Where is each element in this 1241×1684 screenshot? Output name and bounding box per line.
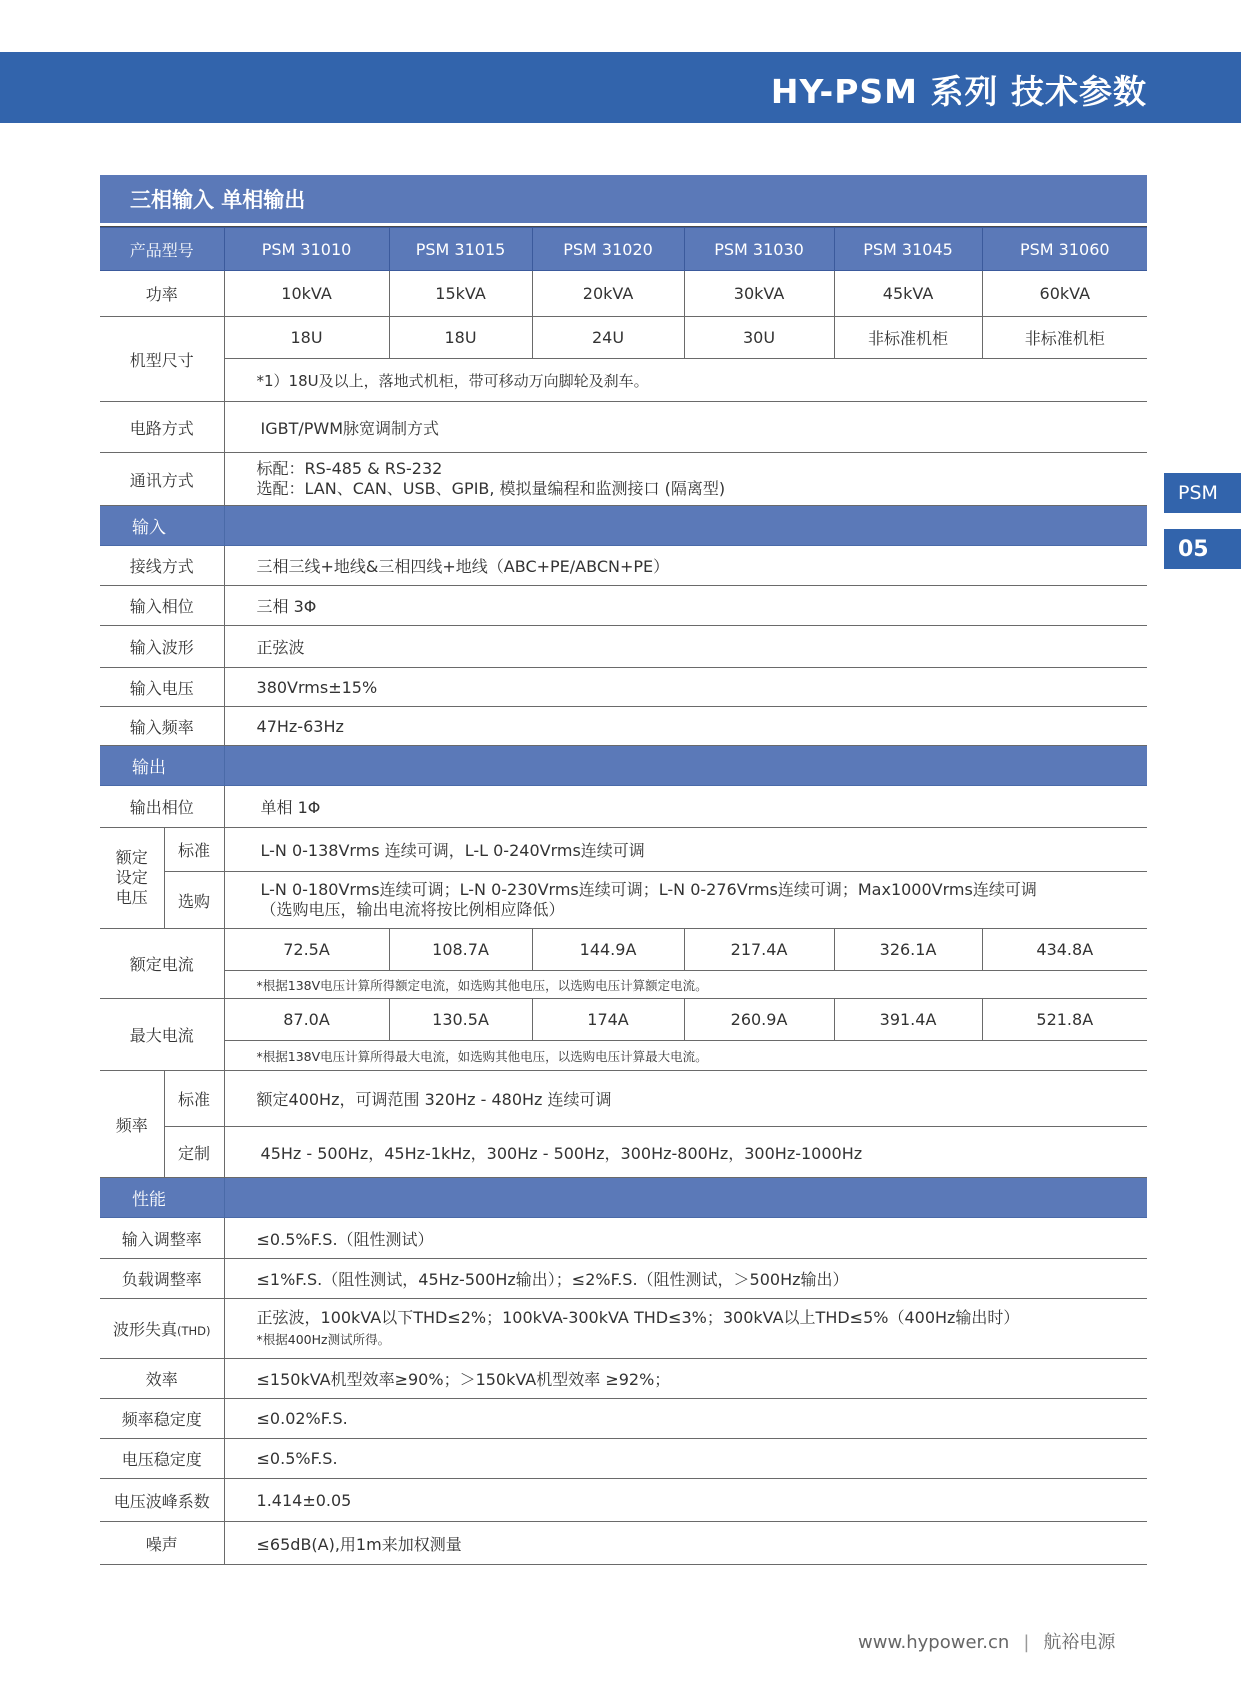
rated-current-cell: 144.9A <box>532 929 684 971</box>
section-title: 三相输入 单相输出 <box>100 175 1147 223</box>
footer-company: 航裕电源 <box>1043 1632 1116 1653</box>
size-row <box>100 317 1147 359</box>
frequency-standard-row <box>100 1071 1147 1127</box>
perf-label: 负载调整率 <box>100 1259 224 1299</box>
rated-current-label: 额定电流 <box>100 929 224 999</box>
rated-current-cell: 108.7A <box>389 929 532 971</box>
model-cell: PSM 31060 <box>982 228 1147 271</box>
max-current-cell: 391.4A <box>834 999 982 1041</box>
perf-row <box>100 1479 1147 1522</box>
model-cell: PSM 31020 <box>532 228 684 271</box>
rated-current-cell: 72.5A <box>224 929 389 971</box>
input-row <box>100 546 1147 586</box>
input-value: 三相三线+地线&三相四线+地线（ABC+PE/ABCN+PE） <box>224 546 1147 586</box>
max-current-cell: 130.5A <box>389 999 532 1041</box>
frequency-custom-row <box>100 1127 1147 1178</box>
output-phase-label: 输出相位 <box>100 786 224 828</box>
section-input <box>100 506 1147 546</box>
circuit-row <box>100 402 1147 453</box>
perf-value: ≤0.02%F.S. <box>224 1399 1147 1439</box>
voltage-standard-label: 标准 <box>164 828 224 872</box>
model-cell: PSM 31015 <box>389 228 532 271</box>
perf-row <box>100 1259 1147 1299</box>
side-tab-series: PSM <box>1164 473 1241 513</box>
input-label: 输入频率 <box>100 707 224 746</box>
comm-label: 通讯方式 <box>100 453 224 506</box>
size-cell: 非标准机柜 <box>834 317 982 359</box>
side-tab-page-number: 05 <box>1164 529 1241 569</box>
voltage-optional-note: （选购电压，输出电流将按比例相应降低） <box>260 900 565 919</box>
voltage-standard-value: L-N 0-138Vrms 连续可调，L-L 0-240Vrms连续可调 <box>224 828 1147 872</box>
perf-row <box>100 1359 1147 1399</box>
comm-standard: 标配：RS-485 & RS-232 <box>256 459 443 478</box>
model-cell: PSM 31045 <box>834 228 982 271</box>
input-row <box>100 626 1147 668</box>
max-current-cell: 521.8A <box>982 999 1147 1041</box>
rated-current-cell: 326.1A <box>834 929 982 971</box>
comm-row <box>100 453 1147 506</box>
rated-current-note: *根据138V电压计算所得额定电流，如选购其他电压，以选购电压计算额定电流。 <box>224 971 1147 999</box>
power-cell: 30kVA <box>684 271 834 317</box>
voltage-optional-row <box>100 872 1147 929</box>
rated-current-cell: 217.4A <box>684 929 834 971</box>
section-output <box>100 746 1147 786</box>
input-label: 输入相位 <box>100 586 224 626</box>
input-section-title: 输入 <box>100 506 224 546</box>
perf-value: 正弦波，100kVA以下THD≤2%；100kVA-300kVA THD≤3%；300kVA以上THD≤5%（400Hz输出时） <box>256 1307 1020 1327</box>
perf-value: ≤65dB(A),用1m来加权测量 <box>224 1522 1147 1565</box>
input-value: 正弦波 <box>224 626 1147 668</box>
footer-website[interactable]: www.hypower.cn <box>858 1632 1010 1653</box>
perf-row-thd <box>100 1299 1147 1359</box>
spec-sheet <box>100 175 1147 1565</box>
power-cell: 60kVA <box>982 271 1147 317</box>
frequency-label: 频率 <box>100 1071 164 1178</box>
max-current-row <box>100 999 1147 1041</box>
input-label: 输入电压 <box>100 668 224 707</box>
input-value: 47Hz-63Hz <box>224 707 1147 746</box>
power-cell: 20kVA <box>532 271 684 317</box>
footer: www.hypower.cn | 航裕电源 <box>858 1632 1116 1653</box>
power-cell: 10kVA <box>224 271 389 317</box>
output-section-title: 输出 <box>100 746 224 786</box>
model-row <box>100 228 1147 271</box>
size-cell: 24U <box>532 317 684 359</box>
perf-label: 波形失真 <box>112 1320 177 1339</box>
voltage-optional-value: L-N 0-180Vrms连续可调；L-N 0-230Vrms连续可调；L-N 0-276Vrms连续可调；Max1000Vrms连续可调 <box>260 880 1037 899</box>
thd-note: *根据400Hz测试所得。 <box>256 1331 391 1347</box>
input-row <box>100 586 1147 626</box>
power-row <box>100 271 1147 317</box>
size-cell: 非标准机柜 <box>982 317 1147 359</box>
perf-label: 噪声 <box>100 1522 224 1565</box>
circuit-label: 电路方式 <box>100 402 224 453</box>
perf-row <box>100 1522 1147 1565</box>
top-banner <box>0 52 1241 123</box>
perf-label: 电压稳定度 <box>100 1439 224 1479</box>
perf-row <box>100 1399 1147 1439</box>
perf-label: 效率 <box>100 1359 224 1399</box>
power-label: 功率 <box>100 271 224 317</box>
max-current-cell: 87.0A <box>224 999 389 1041</box>
frequency-custom-label: 定制 <box>164 1127 224 1178</box>
output-phase-row <box>100 786 1147 828</box>
perf-label-thd: (THD) <box>177 1324 211 1338</box>
size-cell: 18U <box>389 317 532 359</box>
model-label: 产品型号 <box>100 228 224 271</box>
power-cell: 45kVA <box>834 271 982 317</box>
input-row <box>100 668 1147 707</box>
perf-label: 频率稳定度 <box>100 1399 224 1439</box>
max-current-note-row <box>100 1041 1147 1071</box>
max-current-cell: 260.9A <box>684 999 834 1041</box>
rated-current-row <box>100 929 1147 971</box>
circuit-value: IGBT/PWM脉宽调制方式 <box>224 402 1147 453</box>
section-performance <box>100 1178 1147 1218</box>
perf-row <box>100 1218 1147 1259</box>
model-cell: PSM 31010 <box>224 228 389 271</box>
performance-section-title: 性能 <box>100 1178 224 1218</box>
voltage-optional-label: 选购 <box>164 872 224 929</box>
perf-value: ≤0.5%F.S. <box>224 1439 1147 1479</box>
voltage-standard-row <box>100 828 1147 872</box>
rated-current-note-row <box>100 971 1147 999</box>
input-label: 接线方式 <box>100 546 224 586</box>
rated-current-cell: 434.8A <box>982 929 1147 971</box>
frequency-standard-value: 额定400Hz，可调范围 320Hz - 480Hz 连续可调 <box>224 1071 1147 1127</box>
max-current-cell: 174A <box>532 999 684 1041</box>
input-value: 三相 3Φ <box>224 586 1147 626</box>
perf-value: ≤0.5%F.S.（阻性测试） <box>224 1218 1147 1259</box>
perf-value: ≤150kVA机型效率≥90%；＞150kVA机型效率 ≥92%； <box>224 1359 1147 1399</box>
comm-optional: 选配：LAN、CAN、USB、GPIB, 模拟量编程和监测接口 (隔离型) <box>256 479 726 498</box>
frequency-custom-value: 45Hz - 500Hz，45Hz-1kHz，300Hz - 500Hz，300Hz-800Hz，300Hz-1000Hz <box>224 1127 1147 1178</box>
input-row <box>100 707 1147 746</box>
frequency-standard-label: 标准 <box>164 1071 224 1127</box>
max-current-note: *根据138V电压计算所得最大电流，如选购其他电压，以选购电压计算最大电流。 <box>224 1041 1147 1071</box>
perf-row <box>100 1439 1147 1479</box>
perf-label: 电压波峰系数 <box>100 1479 224 1522</box>
size-cell: 18U <box>224 317 389 359</box>
power-cell: 15kVA <box>389 271 532 317</box>
voltage-label: 额定设定电压 <box>100 828 164 929</box>
size-note: *1）18U及以上，落地式机柜，带可移动万向脚轮及刹车。 <box>224 359 1147 402</box>
perf-value: ≤1%F.S.（阻性测试，45Hz-500Hz输出）；≤2%F.S.（阻性测试，＞500Hz输出） <box>224 1259 1147 1299</box>
model-cell: PSM 31030 <box>684 228 834 271</box>
input-label: 输入波形 <box>100 626 224 668</box>
page-title: HY-PSM 系列 技术参数 <box>770 72 1147 111</box>
size-cell: 30U <box>684 317 834 359</box>
max-current-label: 最大电流 <box>100 999 224 1071</box>
output-phase-value: 单相 1Φ <box>224 786 1147 828</box>
perf-value: 1.414±0.05 <box>224 1479 1147 1522</box>
size-note-row <box>100 359 1147 402</box>
spec-table <box>100 227 1147 1565</box>
input-value: 380Vrms±15% <box>224 668 1147 707</box>
perf-label: 输入调整率 <box>100 1218 224 1259</box>
size-label: 机型尺寸 <box>100 317 224 402</box>
